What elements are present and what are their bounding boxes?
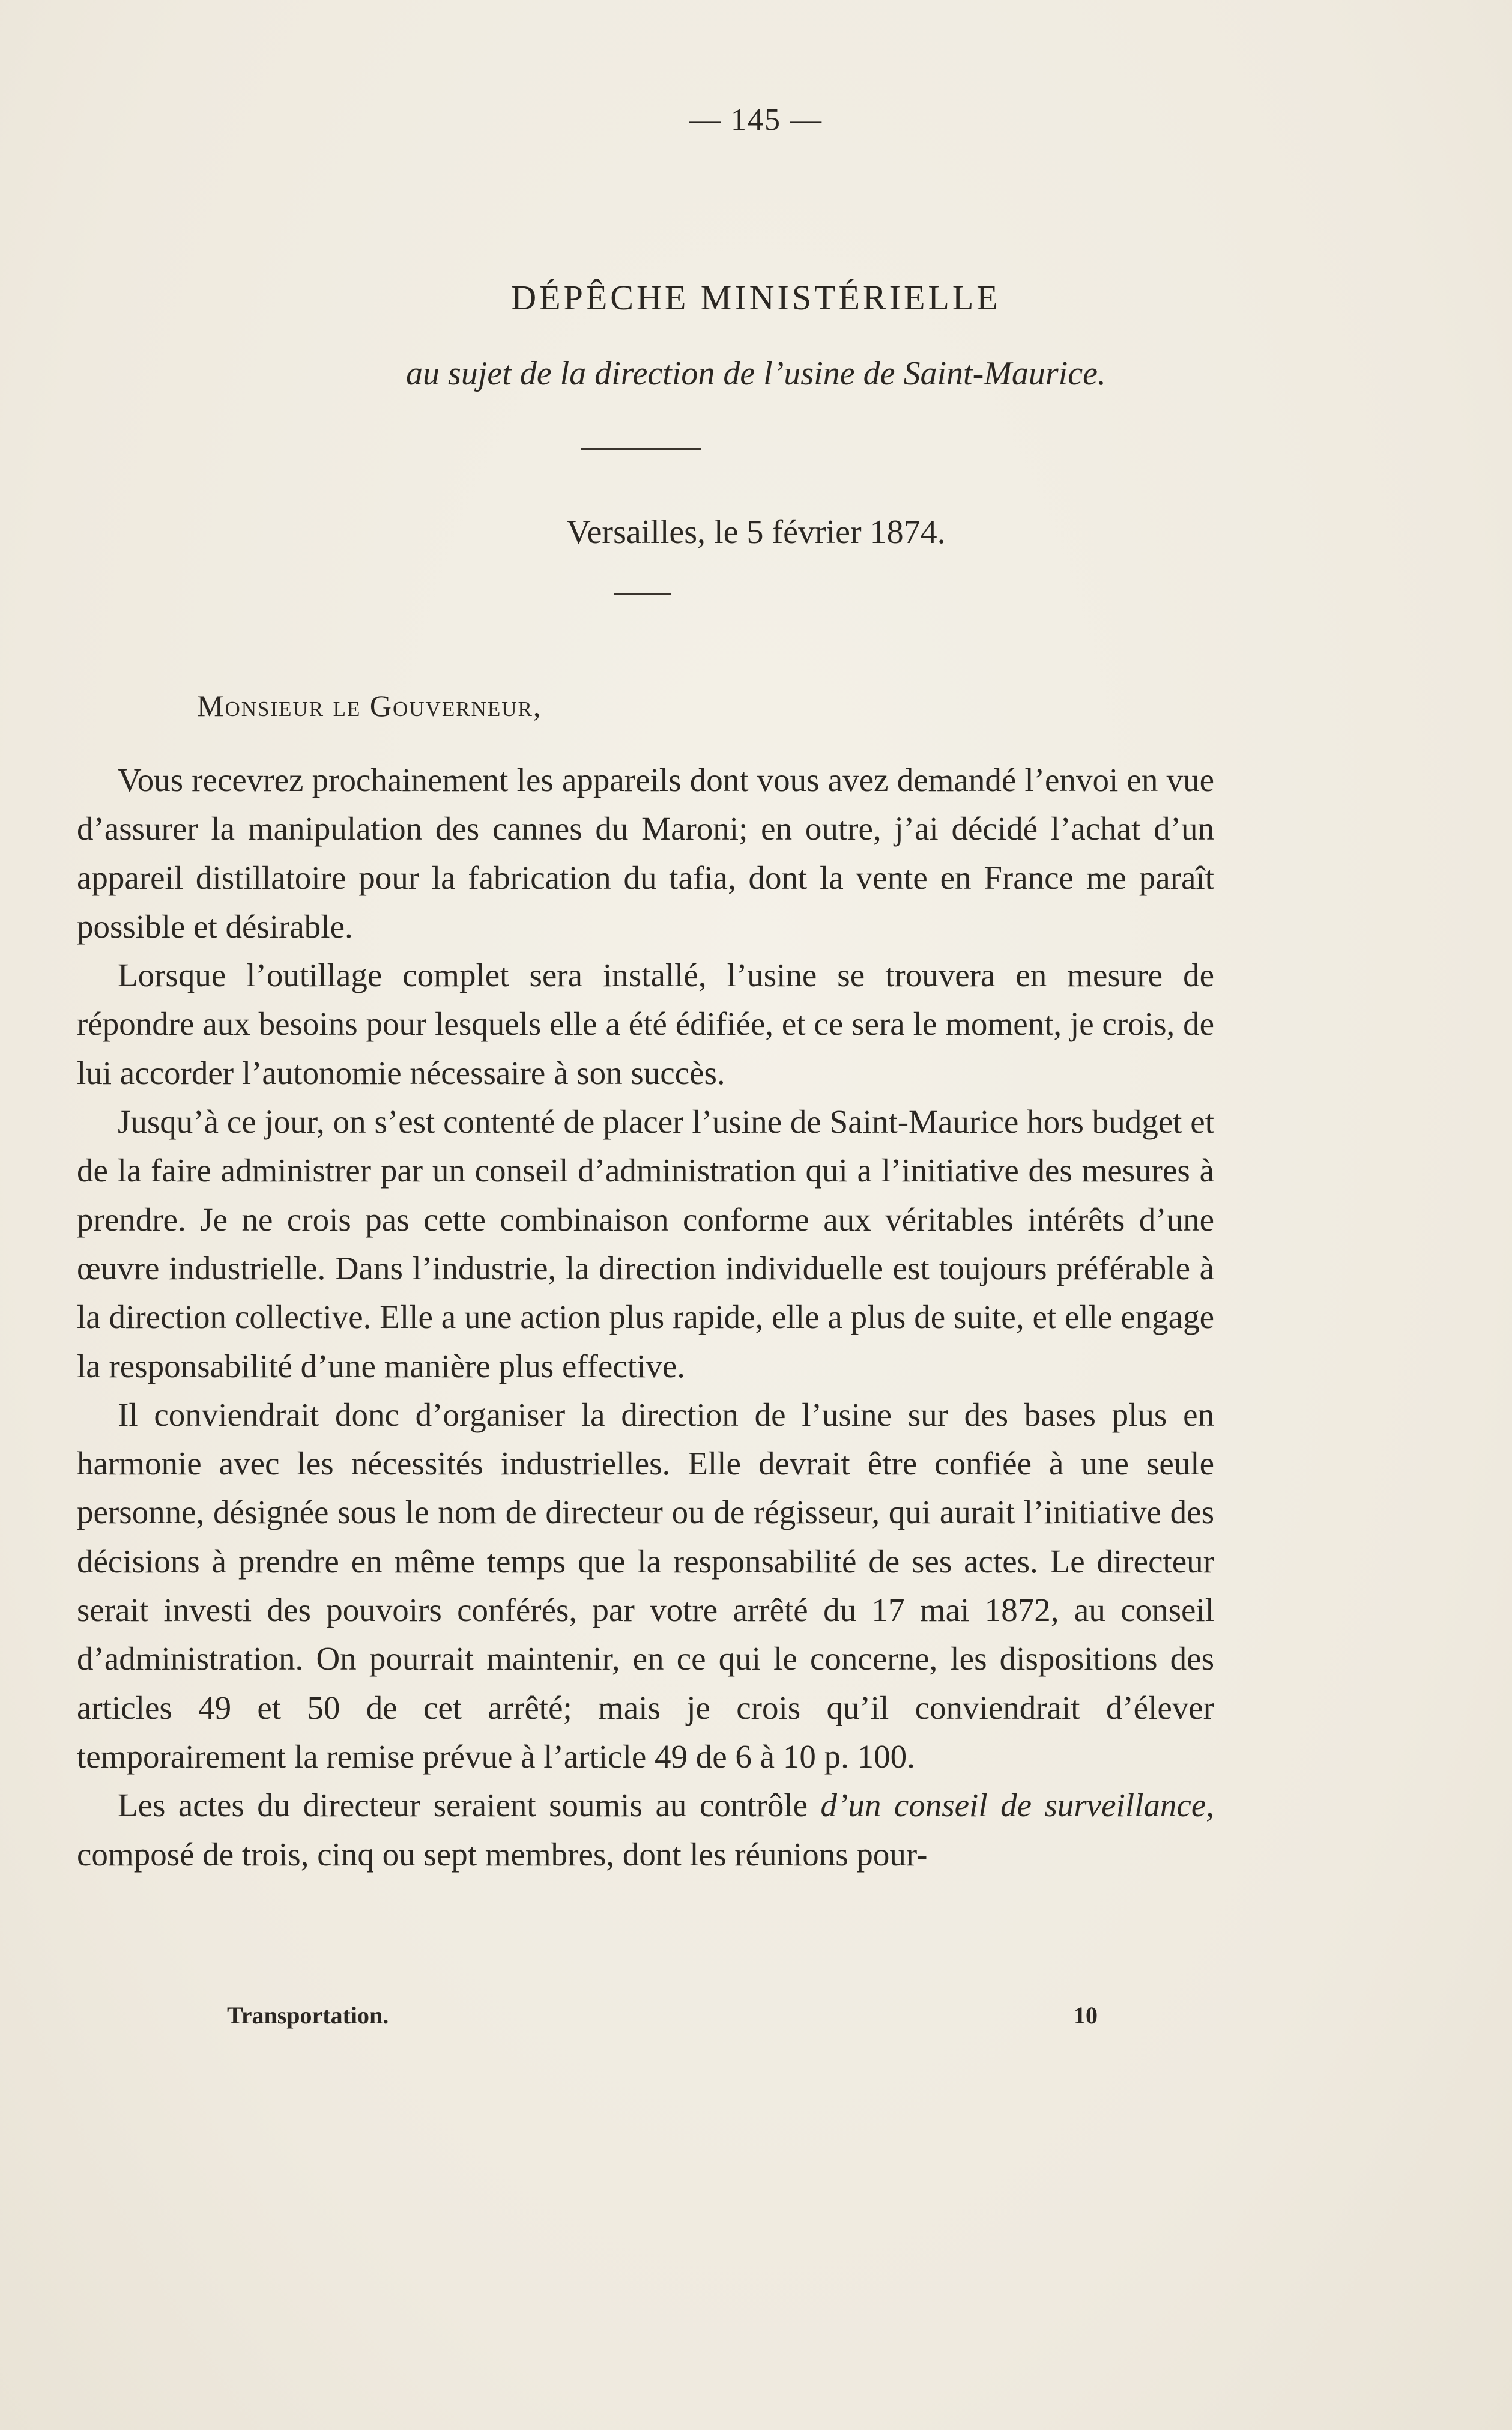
document-title: DÉPÊCHE MINISTÉRIELLE	[511, 278, 1001, 317]
page-number: — 145 —	[689, 103, 823, 137]
footer-running-title: Transportation.	[227, 2002, 389, 2029]
paragraph: Il conviendrait donc d’organiser la direction de l’usine sur des bases plus en harmonie avec les nécessités industrielles. Elle devrait être confiée à une seule personne, désignée sous le nom de directeur ou de régisseur, qui aurait l’initiative des décisions à prendre en même temps que la responsabilité de ses actes. Le directeur serait investi des pouvoirs conférés, par votre arrêté du 17 mai 1872, au conseil d’administration. On pourrait maintenir, en ce qui le concerne, les dispositions des articles 49 et 50 de cet arrêté; mais je crois qu’il conviendrait d’élever temporairement la remise prévue à l’article 49 de 6 à 10 p. 100.	[77, 1396, 1214, 1775]
divider-rule	[581, 448, 701, 450]
paragraph: Lorsque l’outillage complet sera installé, l’usine se trouvera en mesure de répondre aux besoins pour lesquels elle a été édifiée, et ce sera le moment, je crois, de lui accorder l’autonomie nécessaire à son succès.	[77, 957, 1214, 1091]
paragraph: Jusqu’à ce jour, on s’est contenté de placer l’usine de Saint-Maurice hors budget et de la faire administrer par un conseil d’administration qui a l’initiative des mesures à prendre. Je ne crois pas cette combinaison conforme aux véritables intérêts d’une œuvre industrielle. Dans l’industrie, la direction individuelle est toujours préférable à la direction collective. Elle a une action plus rapide, elle a plus de suite, et elle engage la responsabilité d’une manière plus effective.	[77, 1103, 1214, 1384]
salutation: Monsieur le Gouverneur,	[197, 689, 542, 723]
paragraph-last	[77, 1781, 1214, 1879]
paragraph-text: composé de trois, cinq ou sept membres, dont les réunions pour-	[77, 1835, 928, 1873]
paragraph-text: Les actes du directeur seraient soumis au contrôle	[118, 1787, 821, 1824]
paragraph: Vous recevrez prochainement les appareils dont vous avez demandé l’envoi en vue d’assurer la manipulation des cannes du Maroni; en outre, j’ai décidé l’achat d’un appareil distillatoire pour la fabrication du tafia, dont la vente en France me paraît possible et désirable.	[77, 762, 1214, 945]
document-subtitle: au sujet de la direction de l’usine de Saint-Maurice.	[406, 355, 1106, 392]
dateline: Versailles, le 5 février 1874.	[566, 514, 946, 551]
paragraph-emphasis: d’un conseil de surveillance,	[820, 1787, 1215, 1824]
divider-rule-short	[614, 593, 671, 595]
footer-signature-mark: 10	[1074, 2002, 1098, 2029]
letter-body	[77, 756, 1214, 1879]
